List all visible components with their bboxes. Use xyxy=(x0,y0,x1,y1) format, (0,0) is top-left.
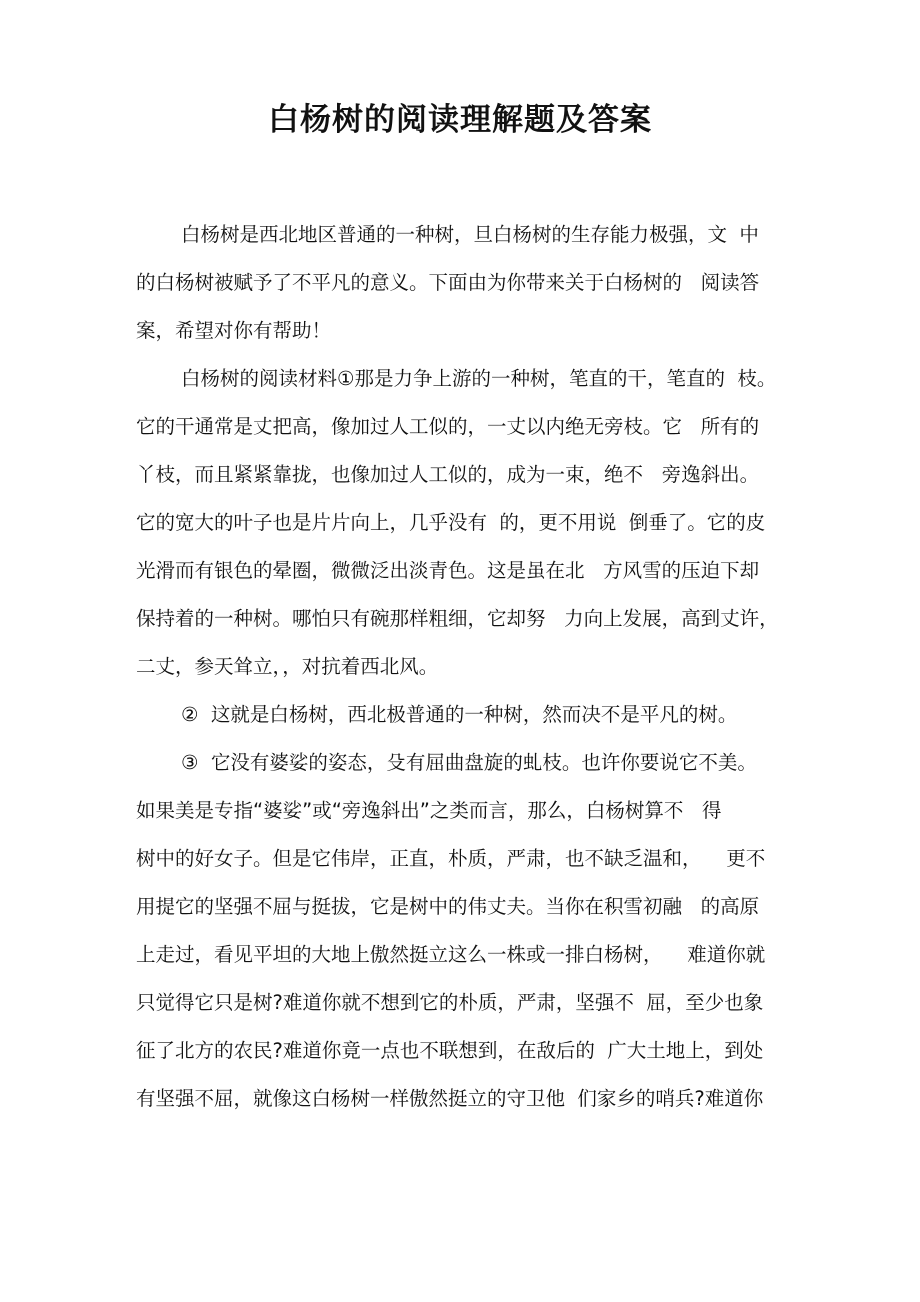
text-line: 丫枝，而且紧紧靠拢，也像加过人工似的，成为一束，绝不 旁逸斜出。 xyxy=(136,463,760,486)
text-line: 白杨树的阅读材料①那是力争上游的一种树，笔直的干，笔直的 枝。 xyxy=(181,367,777,390)
text-line: ③ 它没有婆娑的姿态，殳有屈曲盘旋的虬枝。也许你要说它不美。 xyxy=(181,751,757,774)
document-title: 白杨树的阅读理解题及答案 xyxy=(268,102,652,138)
text-line: 它的干通常是丈把高，像加过人工似的，一丈以内绝无旁枝。它 所有的 xyxy=(136,415,760,438)
text-line: 有坚强不屈，就像这白杨树一样傲然挺立的守卫他 们家乡的哨兵?难道你 xyxy=(136,1087,764,1110)
text-line: 上走过，看见平坦的大地上傲然挺立这么一株或一排白杨树， 难道你就 xyxy=(136,943,766,966)
text-line: 保持着的一种树。哪怕只有碗那样粗细，它却努 力向上发展，高到丈许， xyxy=(136,607,779,630)
text-line: 只觉得它只是树?难道你就不想到它的朴质，严肃，坚强不 屈，至少也象 xyxy=(136,991,764,1014)
text-line: ② 这就是白杨树，西北极普通的一种树，然而决不是平凡的树。 xyxy=(181,703,738,726)
text-line: 树中的好女子。但是它伟岸，正直，朴质，严肃，也不缺乏温和， 更不 xyxy=(136,847,766,870)
text-line: 案，希望对你有帮助！ xyxy=(136,319,332,342)
text-line: 的白杨树被赋予了不平凡的意义。下面由为你带来关于白杨树的 阅读答 xyxy=(136,271,760,294)
text-line: 用提它的坚强不屈与挺拔，它是树中的伟丈夫。当你在积雪初融 的高原 xyxy=(136,895,760,918)
text-line: 白杨树是西北地区普通的一种树，旦白杨树的生存能力极强，文 中 xyxy=(181,223,759,246)
text-line: 它的宽大的叶子也是片片向上，几乎没有 的，更不用说 倒垂了。它的皮 xyxy=(136,511,766,534)
text-line: 光滑而有银色的晕圈，微微泛出淡青色。这是虽在北 方风雪的压迫下却 xyxy=(136,559,760,582)
text-line: 征了北方的农民?难道你竟一点也不联想到，在敌后的 广大土地上，到处 xyxy=(136,1039,764,1062)
text-line: 如果美是专指“婆娑”或“旁逸斜出”之类而言，那么，白杨树算不 得 xyxy=(136,799,722,822)
text-line: 二丈，参天耸立，，对抗着西北风。 xyxy=(136,655,439,678)
